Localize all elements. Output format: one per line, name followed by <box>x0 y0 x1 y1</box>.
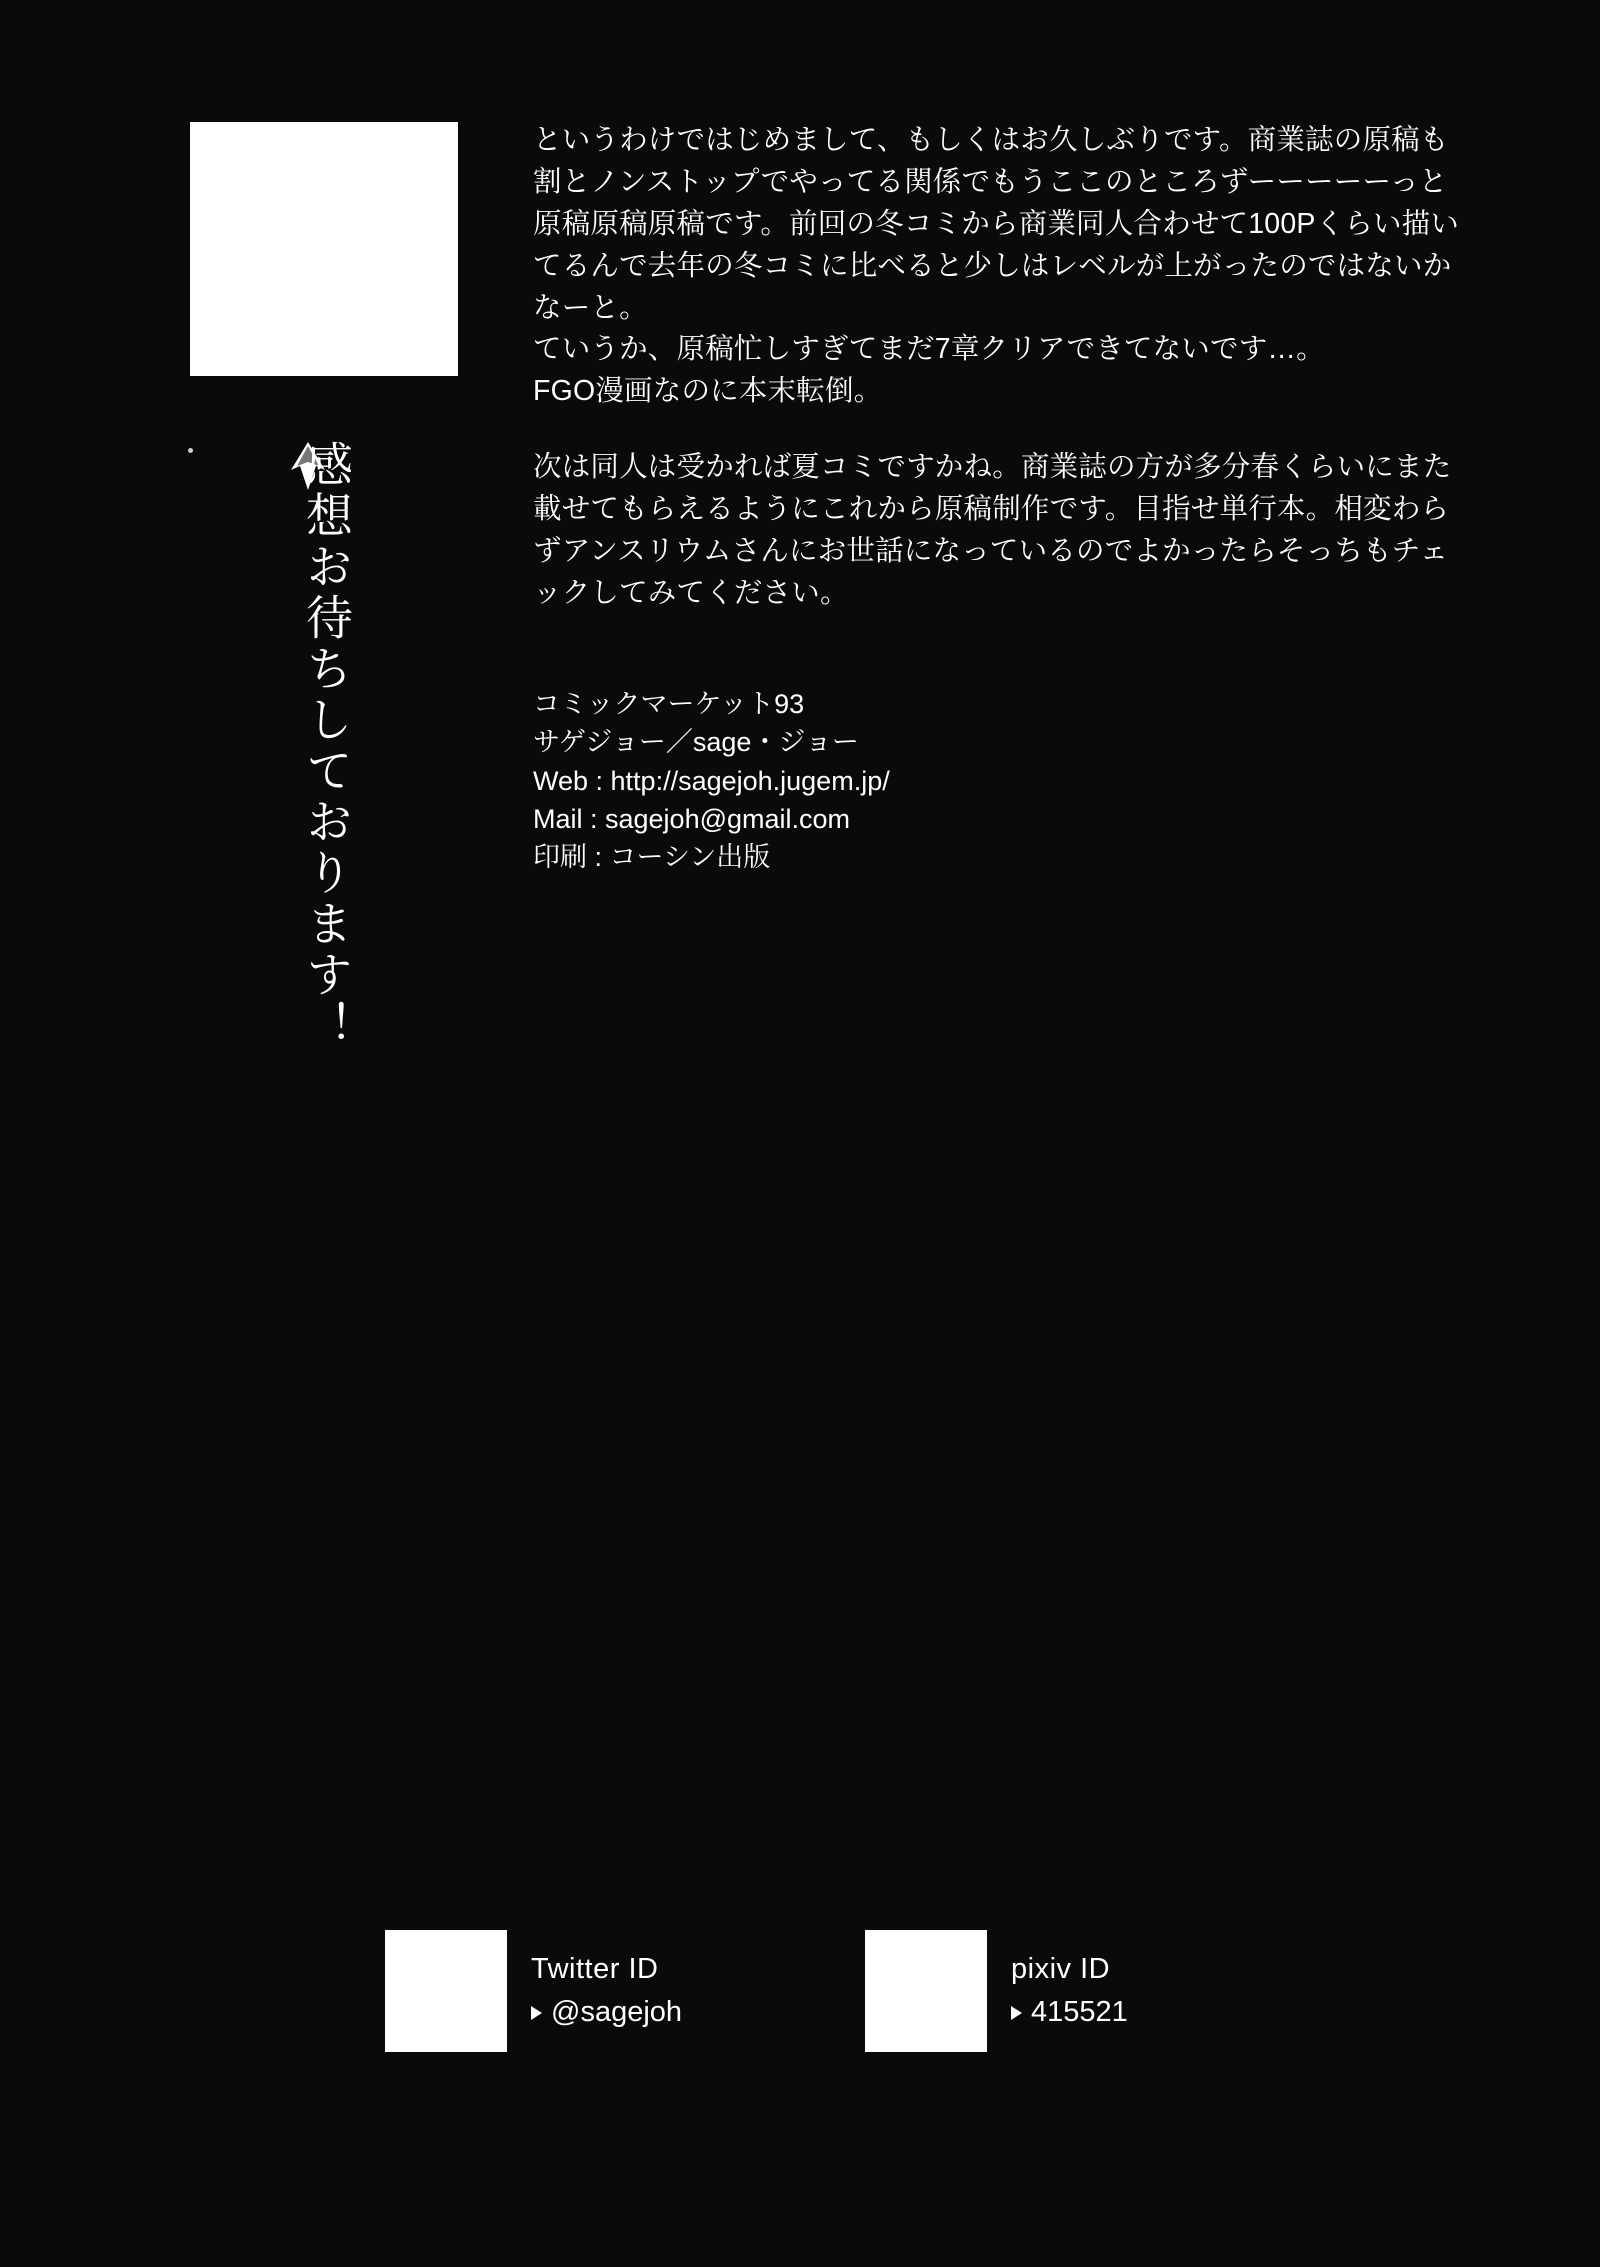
footer-pixiv-handle-row <box>1011 1994 1128 2031</box>
credits-event: コミックマーケット93 <box>533 689 805 719</box>
credits-circle: サゲジョー／sage・ジョー <box>533 727 859 758</box>
afterword-text <box>533 120 1463 615</box>
afterword-paragraph-4: 次は同人は受かれば夏コミですかね。商業誌の方が多分春くらいにまた載せてもらえるようにこれから原稿制作です。目指せ単行本。相変わらずアンスリウムさんにお世話になっているのでよかったらそっちもチェックしてみてください。 <box>533 451 1452 609</box>
footer-twitter-labels <box>531 1951 682 2031</box>
footer-twitter-handle-row <box>531 1994 682 2031</box>
footer-pixiv <box>865 1930 1128 2052</box>
qr-code-icon-twitter <box>385 1930 507 2052</box>
qr-code-icon-main <box>190 122 458 376</box>
footer-twitter-handle[interactable]: @sagejoh <box>551 1996 683 2028</box>
footer-pixiv-labels <box>1011 1951 1128 2031</box>
credits-mail[interactable]: Mail : sagejoh@gmail.com <box>533 803 851 834</box>
triangle-bullet-icon <box>531 2006 542 2020</box>
vertical-message: 感想お待ちしております！ <box>300 440 353 1052</box>
footer-twitter <box>385 1930 682 2052</box>
paragraph-spacer <box>533 413 1463 447</box>
afterword-paragraph-3: FGO漫画なのに本末転倒。 <box>533 375 883 408</box>
footer-pixiv-handle[interactable]: 415521 <box>1031 1996 1128 2028</box>
qr-code-icon-pixiv <box>865 1930 987 2052</box>
footer-pixiv-title: pixiv ID <box>1011 1952 1111 1985</box>
credits-print: 印刷 : コーシン出版 <box>533 842 771 873</box>
footer-twitter-title: Twitter ID <box>531 1952 659 1985</box>
credits-block <box>533 685 1433 877</box>
credits-web[interactable]: Web : http://sagejoh.jugem.jp/ <box>533 765 890 796</box>
decorative-dot <box>188 448 193 453</box>
afterword-paragraph-2: ていうか、原稿忙しすぎてまだ7章クリアできてないです…。 <box>533 333 1325 366</box>
triangle-bullet-icon <box>1011 2006 1022 2020</box>
afterword-paragraph-1: というわけではじめまして、もしくはお久しぶりです。商業誌の原稿も割とノンストップでやってる関係でもうここのところずーーーーーっと原稿原稿原稿です。前回の冬コミから商業同人合わせて100Pくらい描いてるんで去年の冬コミに比べると少しはレベルが上がったのではないかなーと。 <box>533 124 1460 324</box>
